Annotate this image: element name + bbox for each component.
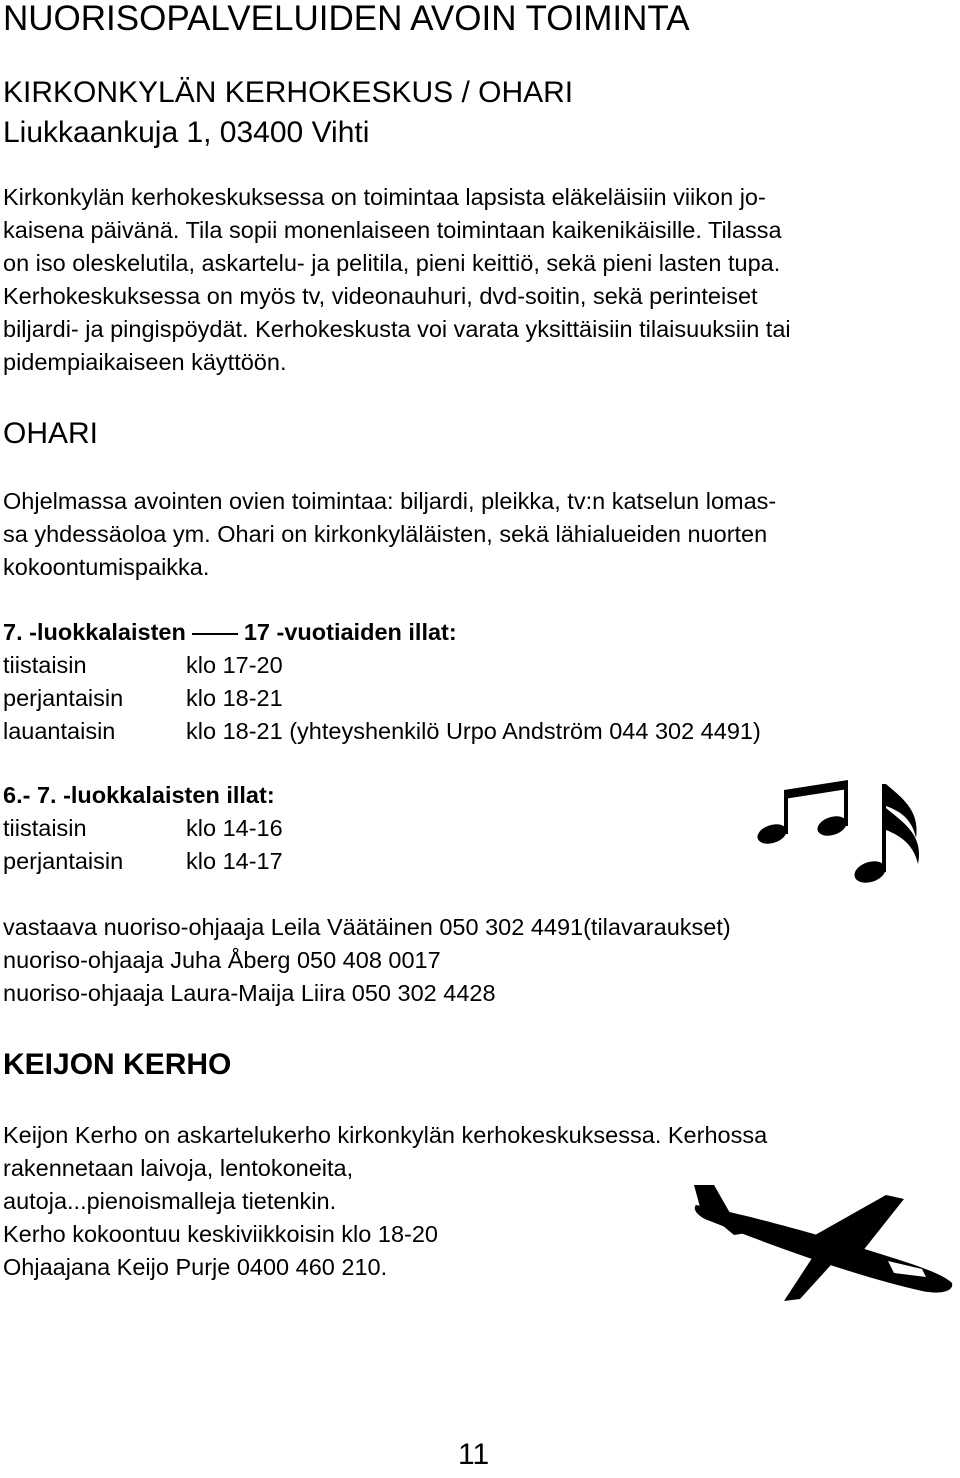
schedule-day: perjantaisin	[3, 685, 124, 711]
keijo-line: Kerho kokoontuu keskiviikkoisin klo 18-20	[3, 1221, 438, 1247]
schedule-row	[3, 715, 903, 748]
contact-line: nuoriso-ohjaaja Juha Åberg 050 408 0017	[3, 947, 441, 973]
contact-line: vastaava nuoriso-ohjaaja Leila Väätäinen 050 302 4491(tilavaraukset)	[3, 914, 731, 940]
schedule-time: klo 18-21 (yhteyshenkilö Urpo Andström 044 302 4491)	[186, 718, 761, 744]
schedule-older-heading-start: 7. -luokkalaisten	[3, 619, 186, 645]
page-number: 11	[458, 1438, 490, 1471]
ohari-line: kokoontumispaikka.	[3, 554, 210, 580]
schedule-time: klo 18-21	[186, 685, 283, 711]
schedule-time: klo 17-20	[186, 652, 283, 678]
contacts	[3, 911, 731, 1010]
schedule-day: tiistaisin	[3, 815, 87, 841]
music-notes-icon	[752, 776, 932, 896]
schedule-younger	[3, 779, 603, 878]
keijo-line: Ohjaajana Keijo Purje 0400 460 210.	[3, 1254, 388, 1280]
schedule-older	[3, 616, 903, 748]
keijo-line: autoja...pienoismalleja tietenkin.	[3, 1188, 337, 1214]
intro-line: biljardi- ja pingispöydät. Kerhokeskusta voi varata yksittäisiin tilaisuuksiin tai	[3, 316, 791, 342]
page-title: NUORISOPALVELUIDEN AVOIN TOIMINTA	[3, 0, 690, 38]
schedule-row	[3, 649, 903, 682]
intro-paragraph	[3, 181, 791, 379]
schedule-row	[3, 682, 903, 715]
intro-line: kaisena päivänä. Tila sopii monenlaiseen toimintaan kaikenikäisille. Tilassa	[3, 217, 782, 243]
schedule-time: klo 14-17	[186, 848, 283, 874]
airplane-icon	[690, 1165, 958, 1305]
keijon-kerho-paragraph	[3, 1119, 767, 1284]
schedule-younger-heading: 6.- 7. -luokkalaisten illat:	[3, 782, 275, 808]
schedule-older-heading-end: 17 -vuotiaiden illat:	[243, 619, 457, 645]
venue-name: KIRKONKYLÄN KERHOKESKUS / OHARI	[3, 76, 574, 109]
intro-line: Kerhokeskuksessa on myös tv, videonauhuri, dvd-soitin, sekä perinteiset	[3, 283, 758, 309]
ohari-line: sa yhdessäoloa ym. Ohari on kirkonkyläläisten, sekä lähialueiden nuorten	[3, 521, 768, 547]
schedule-time: klo 14-16	[186, 815, 283, 841]
schedule-day: lauantaisin	[3, 718, 116, 744]
schedule-row	[3, 812, 603, 845]
intro-line: pidempiaikaiseen käyttöön.	[3, 349, 287, 375]
dash-separator	[192, 633, 238, 635]
schedule-day: tiistaisin	[3, 652, 87, 678]
schedule-day: perjantaisin	[3, 848, 124, 874]
keijo-line: Keijon Kerho on askartelukerho kirkonkylän kerhokeskuksessa. Kerhossa	[3, 1122, 768, 1148]
intro-line: Kirkonkylän kerhokeskuksessa on toimintaa lapsista eläkeläisiin viikon jo-	[3, 184, 766, 210]
ohari-line: Ohjelmassa avointen ovien toimintaa: biljardi, pleikka, tv:n katselun lomas-	[3, 488, 777, 514]
keijo-line: rakennetaan laivoja, lentokoneita,	[3, 1155, 354, 1181]
intro-line: on iso oleskelutila, askartelu- ja pelitila, pieni keittiö, sekä pieni lasten tupa.	[3, 250, 781, 276]
schedule-row	[3, 845, 603, 878]
schedule-older-heading	[3, 616, 903, 649]
keijon-kerho-heading: KEIJON KERHO	[3, 1048, 232, 1081]
ohari-heading: OHARI	[3, 417, 99, 450]
venue-address: Liukkaankuja 1, 03400 Vihti	[3, 116, 370, 149]
ohari-paragraph	[3, 485, 776, 584]
contact-line: nuoriso-ohjaaja Laura-Maija Liira 050 302 4428	[3, 980, 496, 1006]
